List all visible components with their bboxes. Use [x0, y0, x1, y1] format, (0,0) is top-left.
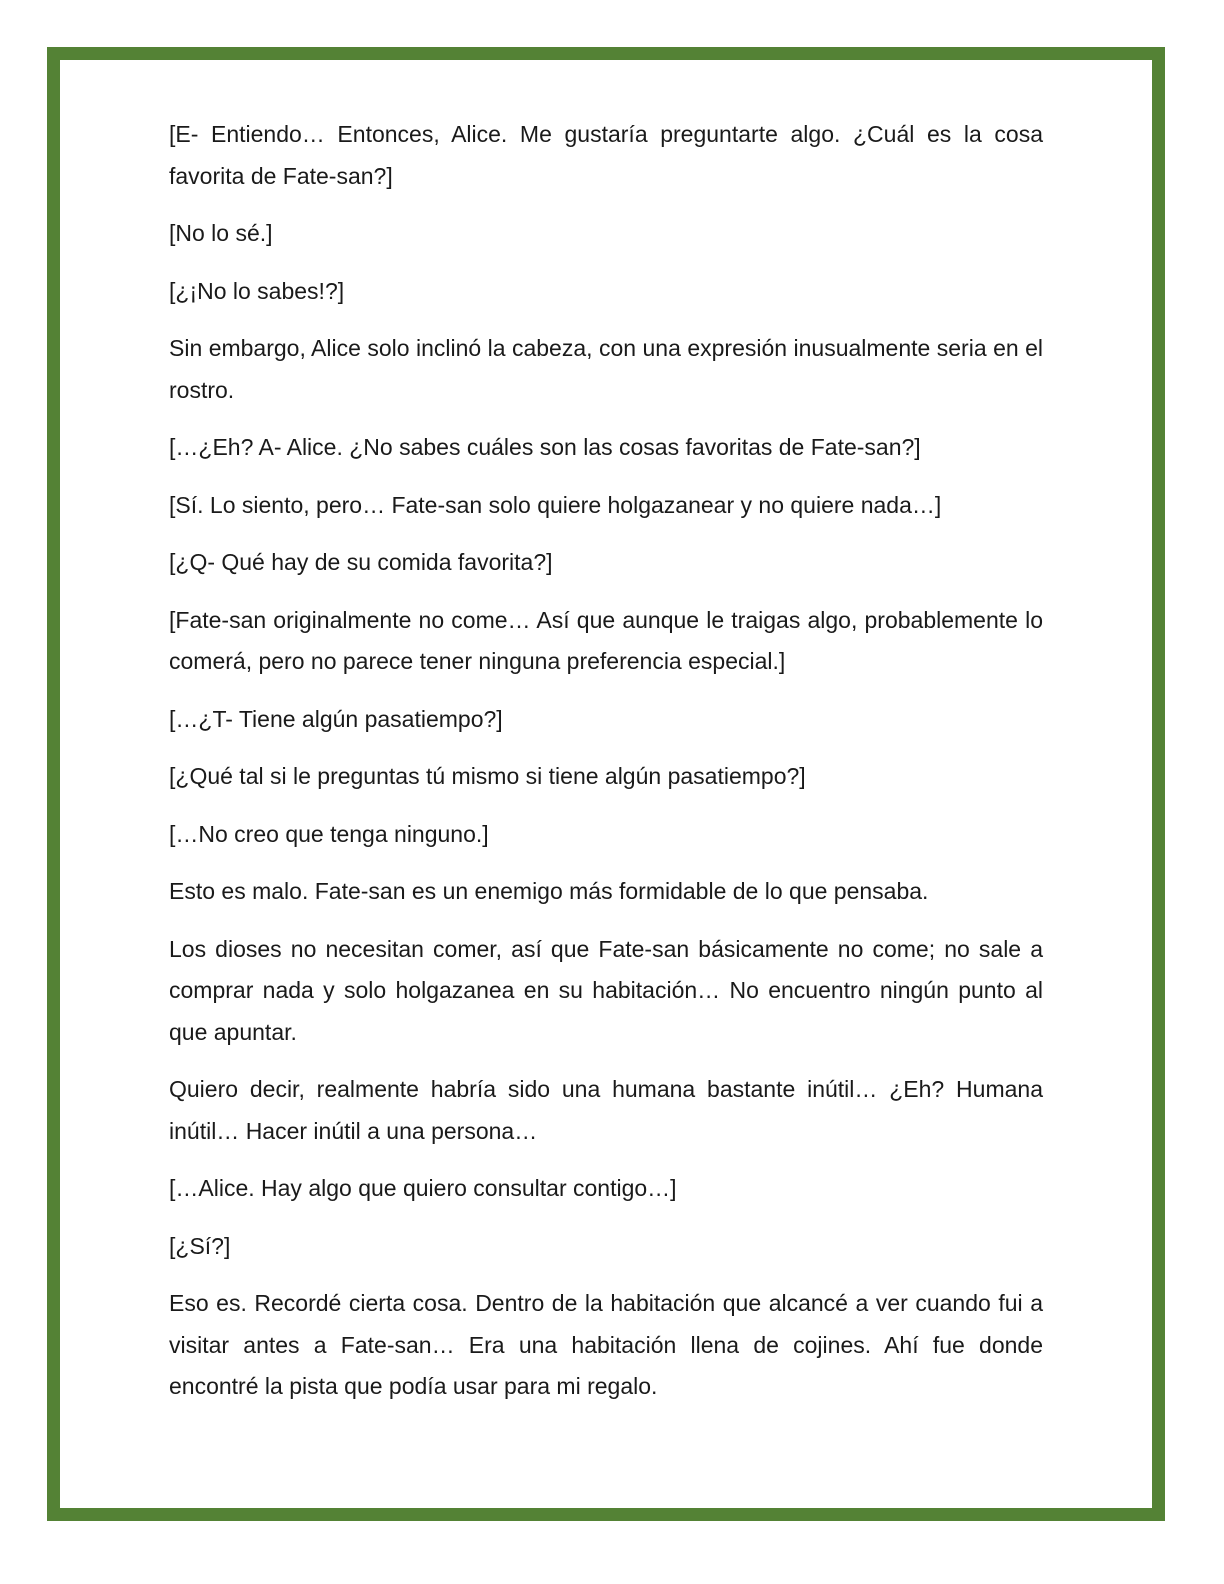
paragraph-3: [¿¡No lo sabes!?] [169, 277, 345, 304]
paragraph-15: […Alice. Hay algo que quiero consultar contigo…] [169, 1175, 677, 1201]
paragraph-14: Quiero decir, realmente habría sido una humana bastante inútil… ¿Eh? Humana inútil… Hacer inútil a una persona… [169, 1076, 1043, 1144]
paragraph-5: […¿Eh? A- Alice. ¿No sabes cuáles son las cosas favoritas de Fate-san?] [169, 434, 921, 460]
paragraph-6: [Sí. Lo siento, pero… Fate-san solo quiere holgazanear y no quiere nada…] [169, 491, 942, 518]
paragraph-17: Eso es. Recordé cierta cosa. Dentro de la habitación que alcancé a ver cuando fui a visitar antes a Fate-san… Era una habitación llena de cojines. Ahí fue donde encontré la pista que podía usar para mi regalo. [169, 1290, 1043, 1399]
paragraph-2: [No lo sé.] [169, 220, 273, 246]
paragraph-13: Los dioses no necesitan comer, así que Fate-san básicamente no come; no sale a comprar nada y solo holgazanea en su habitación… No encuentro ningún punto al que apuntar. [169, 935, 1043, 1045]
paragraph-4: Sin embargo, Alice solo inclinó la cabeza, con una expresión inusualmente seria en el rostro. [169, 335, 1043, 403]
paragraph-9: […¿T- Tiene algún pasatiempo?] [169, 705, 503, 732]
paragraph-12: Esto es malo. Fate-san es un enemigo más formidable de lo que pensaba. [169, 878, 929, 904]
paragraph-10: [¿Qué tal si le preguntas tú mismo si tiene algún pasatiempo?] [169, 763, 806, 789]
paragraph-1: [E- Entiendo… Entonces, Alice. Me gustaría preguntarte algo. ¿Cuál es la cosa favorita de Fate-san?] [169, 121, 1043, 189]
paragraph-11: […No creo que tenga ninguno.] [169, 820, 489, 847]
paragraph-7: [¿Q- Qué hay de su comida favorita?] [169, 549, 553, 575]
paragraph-8: [Fate-san originalmente no come… Así que aunque le traigas algo, probablemente lo comerá, pero no parece tener ninguna preferencia especial.] [169, 606, 1043, 674]
paragraph-16: [¿Sí?] [169, 1232, 231, 1259]
document-body [169, 114, 1043, 1424]
